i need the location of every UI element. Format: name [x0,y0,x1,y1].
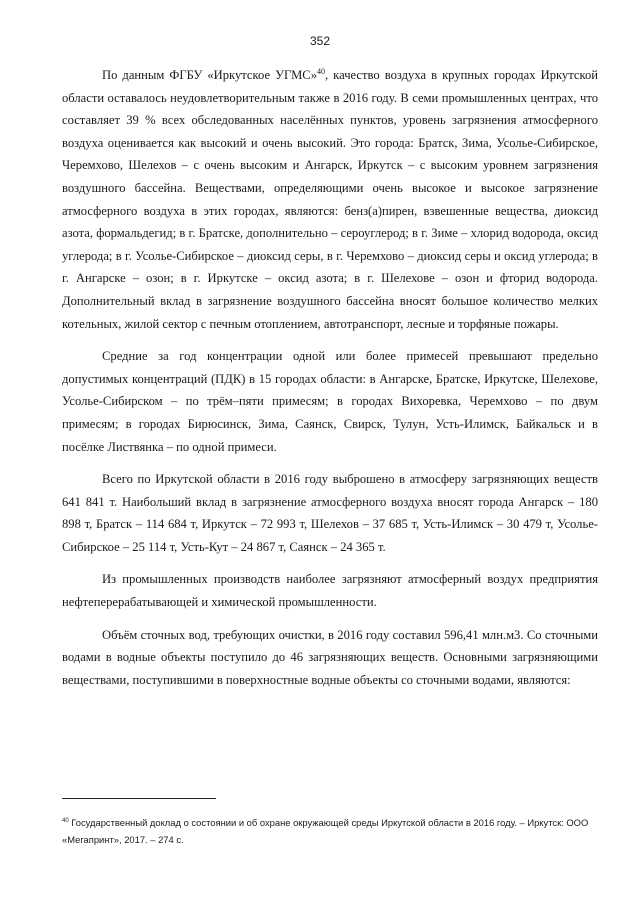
paragraph-industries: Из промышленных производств наиболее загрязняют атмосферный воздух предприятия нефтеперерабатывающей и химической промышленности. [62,572,598,610]
body-text [62,64,598,701]
paragraph-concentrations: Средние за год концентрации одной или более примесей превышают предельно допустимых концентраций (ПДК) в 15 городах области: в Ангарске, Братске, Иркутске, Шелехове, Усолье-Сибирском – по трём–пяти примесям; в городах Вихоревка, Черемхово – по двум примесям; в городах Бирюсинск, Зима, Саянск, Свирск, Тулун, Усть-Илимск, Байкальск и в посёлке Листвянка – по одной примеси. [62,349,598,454]
footnote-reference[interactable]: 40 [317,66,325,76]
footnote-number: 40 [62,817,69,824]
paragraph-wastewater: Объём сточных вод, требующих очистки, в 2016 году составил 596,41 млн.м3. Со сточными водами в водные объекты поступило до 46 загрязняющих веществ. Основными загрязняющими веществами, поступившими в поверхностные водные объекты со сточными водами, являются: [62,627,598,687]
page-number: 352 [309,34,331,48]
paragraph-emissions: Всего по Иркутской области в 2016 году выброшено в атмосферу загрязняющих веществ 641 841 т. Наибольший вклад в загрязнение атмосферного воздуха вносят города Ангарск – 180 898 т, Братск – 114 684 т, Иркутск – 72 993 т, Шелехов – 37 685 т, Усть-Илимск – 30 479 т, Усолье-Сибирское – 25 114 т, Усть-Кут – 24 867 т, Саянск – 24 365 т. [62,472,598,554]
footnote-text: Государственный доклад о состоянии и об охране окружающей среды Иркутской области в 2016 году. – Иркутск: ООО «Мегапринт», 2017. – 274 с. [62,817,589,845]
footnote-divider [62,798,216,799]
paragraph-air-quality [62,64,598,335]
paragraph-text: По данным ФГБУ «Иркутское УГМС» [102,68,317,82]
footnote [62,814,602,848]
paragraph-text: , качество воздуха в крупных городах Иркутской области оставалось неудовлетворительным также в 2016 году. В семи промышленных центрах, что составляет 39 % всех обследованных населённых пунктов, уровень загрязнения атмосферного воздуха оценивается как высокий и очень высокий. Это города: Братск, Зима, Усолье-Сибирское, Черемхово, Шелехов – с очень высоким и Ангарск, Иркутск – с высоким уровнем загрязнения воздушного бассейна. Веществами, определяющими очень высокое и высокое загрязнение атмосферного воздуха в этих городах, являются: бенз(а)пирен, взвешенные вещества, диоксид азота, формальдегид; в г. Братске, дополнительно – сероуглерод; в г. Зиме – хлорид водорода, оксид углерода; в г. Усолье-Сибирское – диоксид серы, в г. Черемхово – диоксид серы и оксид углерода; в г. Ангарске – озон; в г. Иркутске – оксид азота; в г. Шелехове – озон и фторид водорода. Дополнительный вклад в загрязнение воздушного бассейна вносят большое количество мелких котельных, жилой сектор с печным отоплением, автотранспорт, лесные и торфяные пожары. [62,68,598,331]
